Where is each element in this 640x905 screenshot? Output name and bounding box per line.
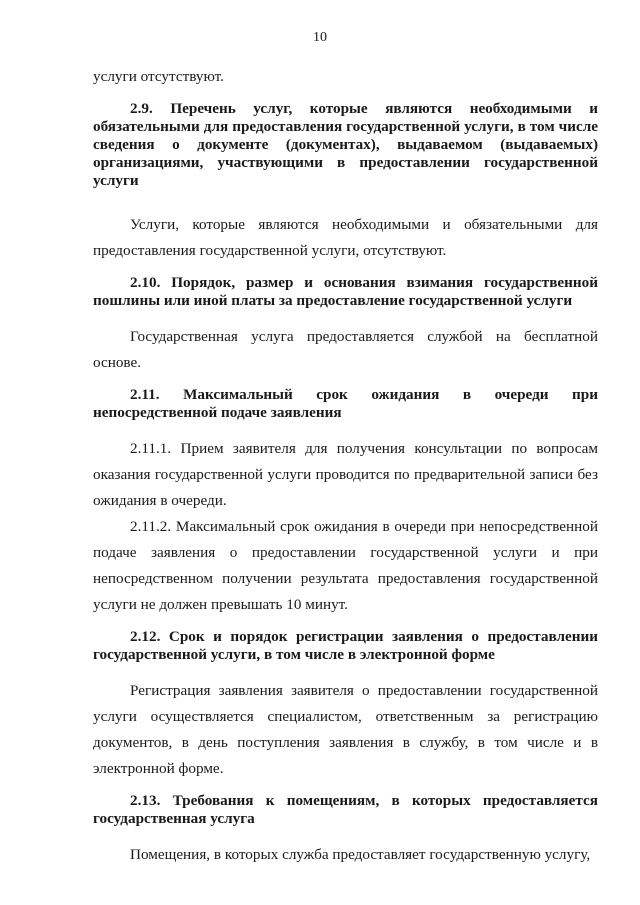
section-heading-2-12: 2.12. Срок и порядок регистрации заявления о предоставлении государственной услуги, в том числе в электронной форме — [93, 628, 598, 663]
page-number: 10 — [313, 30, 327, 45]
paragraph-2-13-body: Помещения, в которых служба предоставляет государственную услугу, — [130, 846, 591, 863]
section-heading-2-13: 2.13. Требования к помещениям, в которых предоставляется государственная услуга — [93, 792, 598, 827]
paragraph-2-10-body: Государственная услуга предоставляется службой на бесплатной основе. — [93, 328, 598, 371]
paragraph-2-11-2: 2.11.2. Максимальный срок ожидания в очереди при непосредственной подаче заявления о предоставлении государственной услуги и при непосредственном получении результата предоставления государственной услуги не должен превышать 10 минут. — [93, 518, 598, 613]
section-heading-2-11: 2.11. Максимальный срок ожидания в очереди при непосредственной подаче заявления — [93, 386, 598, 421]
section-heading-2-10: 2.10. Порядок, размер и основания взимания государственной пошлины или иной платы за предоставление государственной услуги — [93, 274, 598, 309]
paragraph-continuation: услуги отсутствуют. — [93, 68, 224, 85]
paragraph-2-11-1: 2.11.1. Прием заявителя для получения консультации по вопросам оказания государственной услуги проводится по предварительной записи без ожидания в очереди. — [93, 440, 598, 509]
paragraph-2-12-body: Регистрация заявления заявителя о предоставлении государственной услуги осуществляется специалистом, ответственным за регистрацию документов, в день поступления заявления в службу, в том числе и в электронной форме. — [93, 682, 598, 777]
document-body — [93, 64, 598, 868]
paragraph-2-9-body: Услуги, которые являются необходимыми и обязательными для предоставления государственной услуги, отсутствуют. — [93, 216, 598, 259]
section-heading-2-9: 2.9. Перечень услуг, которые являются необходимыми и обязательными для предоставления государственной услуги, в том числе сведения о документе (документах), выдаваемом (выдаваемых) организациями, участвующими в предоставлении государственной услуги — [93, 100, 598, 189]
